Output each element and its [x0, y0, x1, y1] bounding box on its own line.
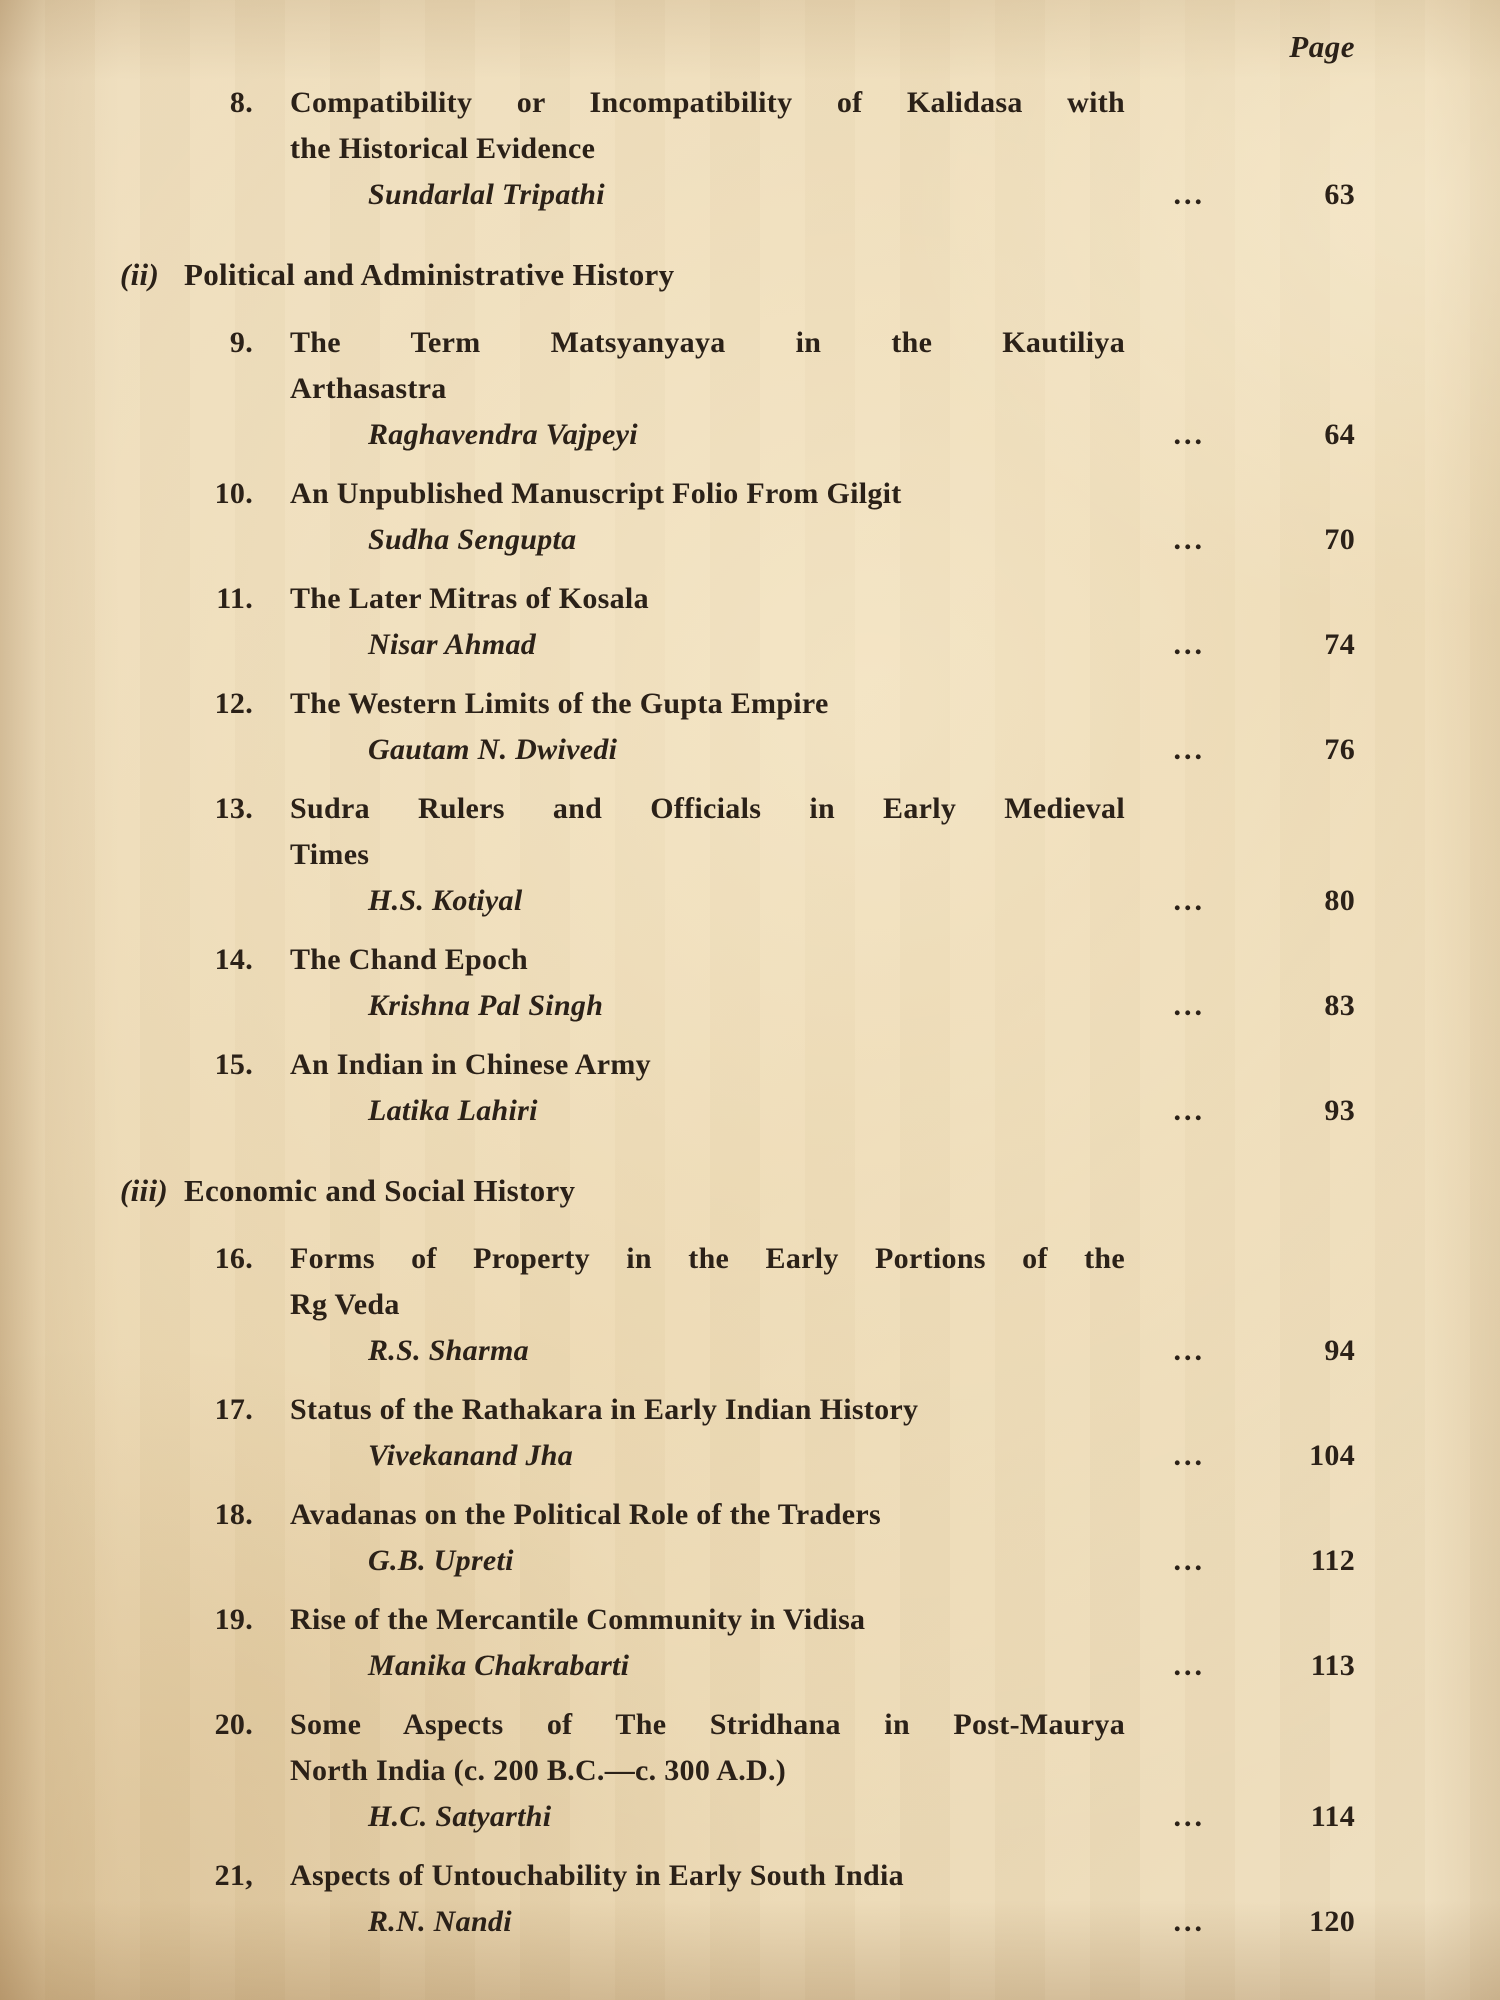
toc-entry [205, 80, 1355, 218]
entry-title-line: Compatibility or Incompatibility of Kalidasa with [290, 86, 1125, 119]
section-heading-text: Political and Administrative History [184, 257, 675, 292]
entry-body [290, 80, 1355, 218]
toc-entry [205, 1042, 1355, 1134]
leader-dots: ... [1173, 1439, 1205, 1472]
leader-dots: ... [1173, 628, 1205, 661]
entry-number: 14. [214, 943, 253, 976]
table-of-contents [120, 80, 1355, 1945]
section-heading-text: Economic and Social History [184, 1173, 576, 1208]
entry-title-line: the Historical Evidence [290, 132, 596, 165]
entry-author-line [290, 1328, 1355, 1374]
entry-title-line: Forms of Property in the Early Portions of the [290, 1242, 1125, 1275]
toc-entry [205, 1387, 1355, 1479]
entry-author-line [290, 622, 1355, 668]
entry-author-line [290, 878, 1355, 924]
entry-author: H.S. Kotiyal [368, 884, 523, 917]
entry-page-number: 63 [1324, 178, 1355, 211]
leader-dots: ... [1173, 1649, 1205, 1682]
entry-title-line: Aspects of Untouchability in Early South India [290, 1859, 904, 1892]
entry-title-line: Rg Veda [290, 1288, 400, 1321]
entry-author: H.C. Satyarthi [368, 1800, 552, 1833]
toc-entry [205, 681, 1355, 773]
entry-page-number: 94 [1324, 1334, 1355, 1367]
section-label: (ii) [120, 257, 160, 292]
entry-body [290, 1387, 1355, 1479]
entry-author-line [290, 172, 1355, 218]
entry-body [290, 471, 1355, 563]
entry-title-line: Sudra Rulers and Officials in Early Medieval [290, 792, 1125, 825]
entry-author: Vivekanand Jha [368, 1439, 574, 1472]
entry-author: Manika Chakrabarti [368, 1649, 630, 1682]
entry-page-number: 112 [1310, 1544, 1355, 1577]
leader-dots: ... [1173, 1334, 1205, 1367]
entry-author: Sundarlal Tripathi [368, 178, 605, 211]
toc-entry [205, 937, 1355, 1029]
entry-body [290, 681, 1355, 773]
entry-author-line [290, 727, 1355, 773]
entry-number: 12. [214, 687, 253, 720]
entry-author-line [290, 517, 1355, 563]
leader-dots: ... [1173, 989, 1205, 1022]
entry-page-number: 80 [1324, 884, 1355, 917]
entry-title-line: The Term Matsyanyaya in the Kautiliya [290, 326, 1125, 359]
entry-body [290, 576, 1355, 668]
entry-body [290, 1853, 1355, 1945]
entry-author-line [290, 1538, 1355, 1584]
entry-author-line [290, 412, 1355, 458]
toc-entry [205, 471, 1355, 563]
toc-entry [205, 320, 1355, 458]
entry-number: 16. [214, 1242, 253, 1275]
entry-body [290, 1597, 1355, 1689]
leader-dots: ... [1173, 178, 1205, 211]
toc-section [120, 252, 1355, 1134]
entry-author-line [290, 1794, 1355, 1840]
section-heading [120, 1168, 1355, 1214]
leader-dots: ... [1173, 418, 1205, 451]
page-column-header: Page [1289, 29, 1355, 64]
entry-page-number: 70 [1324, 523, 1355, 556]
entry-title-line: Times [290, 838, 370, 871]
entry-title-line: An Unpublished Manuscript Folio From Gilgit [290, 477, 902, 510]
entry-body [290, 937, 1355, 1029]
leader-dots: ... [1173, 733, 1205, 766]
entry-body [290, 1492, 1355, 1584]
entry-page-number: 120 [1309, 1905, 1355, 1938]
entry-page-number: 93 [1324, 1094, 1355, 1127]
entry-author-line [290, 1433, 1355, 1479]
section-label: (iii) [120, 1173, 168, 1208]
toc-entry [205, 1597, 1355, 1689]
entry-number: 8. [229, 86, 253, 119]
entry-author-line [290, 1643, 1355, 1689]
toc-entry [205, 1492, 1355, 1584]
entry-title-line: Arthasastra [290, 372, 447, 405]
leader-dots: ... [1173, 523, 1205, 556]
toc-section [120, 1168, 1355, 1945]
entry-title-line: An Indian in Chinese Army [290, 1048, 651, 1081]
entry-page-number: 104 [1309, 1439, 1355, 1472]
toc-entry [205, 1702, 1355, 1840]
entry-author: R.N. Nandi [368, 1905, 512, 1938]
entry-author-line [290, 1899, 1355, 1945]
entry-page-number: 76 [1324, 733, 1355, 766]
toc-entry [205, 1236, 1355, 1374]
toc-entry [205, 576, 1355, 668]
entry-number: 19. [214, 1603, 253, 1636]
entry-page-number: 64 [1324, 418, 1355, 451]
section-heading [120, 252, 1355, 298]
entry-title-line: Some Aspects of The Stridhana in Post-Maurya [290, 1708, 1125, 1741]
entry-number: 18. [214, 1498, 253, 1531]
entry-author: R.S. Sharma [368, 1334, 529, 1367]
toc-entry [205, 1853, 1355, 1945]
entry-title-line: North India (c. 200 B.C.—c. 300 A.D.) [290, 1754, 787, 1787]
entry-title-line: Rise of the Mercantile Community in Vidisa [290, 1603, 866, 1636]
entry-body [290, 320, 1355, 458]
entry-number: 11. [216, 582, 253, 615]
entry-number: 13. [214, 792, 253, 825]
entry-author: Nisar Ahmad [368, 628, 537, 661]
entry-author: Sudha Sengupta [368, 523, 577, 556]
entry-number: 10. [214, 477, 253, 510]
entry-page-number: 114 [1310, 1800, 1355, 1833]
entry-title-line: Status of the Rathakara in Early Indian History [290, 1393, 919, 1426]
entry-title-line: The Later Mitras of Kosala [290, 582, 649, 615]
entry-title-line: The Chand Epoch [290, 943, 528, 976]
entry-author-line [290, 983, 1355, 1029]
entry-page-number: 74 [1324, 628, 1355, 661]
leader-dots: ... [1173, 1800, 1205, 1833]
entry-page-number: 83 [1324, 989, 1355, 1022]
entry-body [290, 1236, 1355, 1374]
entry-author: G.B. Upreti [368, 1544, 514, 1577]
entry-number: 21, [214, 1859, 253, 1892]
entry-author: Krishna Pal Singh [368, 989, 604, 1022]
entry-number: 15. [214, 1048, 253, 1081]
toc-entry [205, 786, 1355, 924]
leader-dots: ... [1173, 1094, 1205, 1127]
leader-dots: ... [1173, 1905, 1205, 1938]
entry-number: 20. [214, 1708, 253, 1741]
entry-body [290, 1702, 1355, 1840]
entry-number: 9. [229, 326, 253, 359]
entry-body [290, 1042, 1355, 1134]
leader-dots: ... [1173, 884, 1205, 917]
entry-number: 17. [214, 1393, 253, 1426]
entry-author-line [290, 1088, 1355, 1134]
entry-author: Latika Lahiri [368, 1094, 538, 1127]
entry-author: Gautam N. Dwivedi [368, 733, 618, 766]
leader-dots: ... [1173, 1544, 1205, 1577]
entry-title-line: The Western Limits of the Gupta Empire [290, 687, 829, 720]
entry-page-number: 113 [1310, 1649, 1355, 1682]
entry-title-line: Avadanas on the Political Role of the Traders [290, 1498, 881, 1531]
entry-author: Raghavendra Vajpeyi [368, 418, 638, 451]
toc-section [120, 80, 1355, 218]
entry-body [290, 786, 1355, 924]
